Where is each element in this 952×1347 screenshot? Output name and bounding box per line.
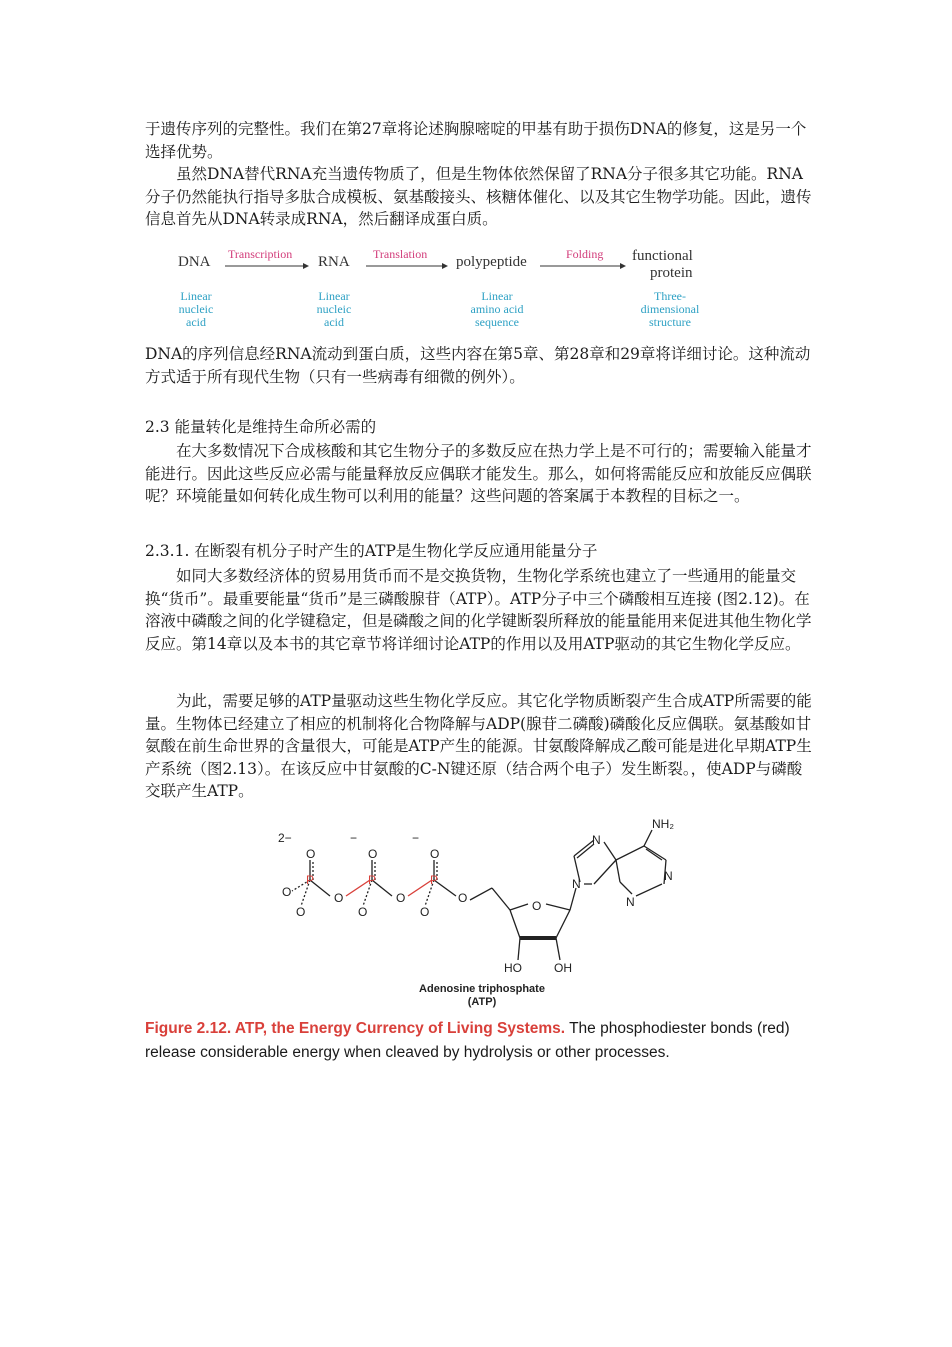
svg-text:O: O (458, 891, 468, 905)
flow-sub-protein: Three- dimensional structure (640, 289, 700, 329)
svg-text:P: P (306, 873, 315, 887)
oh-label: OH (554, 961, 572, 975)
svg-text:O: O (368, 847, 378, 861)
svg-text:P: P (368, 873, 377, 887)
svg-text:O: O (396, 891, 406, 905)
svg-text:O: O (296, 905, 306, 919)
flow-node-rna: RNA (318, 254, 350, 270)
paragraph-4: 在大多数情况下合成核酸和其它生物分子的多数反应在热力学上是不可行的；需要输入能量才能进行。因此这些反应必需与能量释放反应偶联才能发生。那么，如何将需能反应和放能反应偶联呢？环境能量如何转化成生物可以利用的能量？这些问题的答案属于本教程的目标之一。 (145, 442, 812, 505)
svg-text:O: O (420, 905, 430, 919)
paragraph-2: 虽然DNA替代RNA充当遗传物质了，但是生物体依然保留了RNA分子很多其它功能。RNA分子仍然能执行指导多肽合成模板、氨基酸接头、核糖体催化、以及其它生物学功能。因此，遗传信息首先从DNA转录成RNA，然后翻译成蛋白质。 (145, 165, 812, 228)
nh2-label: NH₂ (652, 817, 674, 831)
flow-label-translation: Translation (373, 247, 428, 261)
atp-structure-figure (270, 816, 690, 1012)
flow-sub-rna: Linear nucleic acid (316, 289, 352, 329)
svg-text:N: N (572, 877, 581, 891)
paragraph-3: DNA的序列信息经RNA流动到蛋白质，这些内容在第5章、第28章和29章将详细讨论。这种流动方式适于所有现代生物（只有一些病毒有细微的例外）。 (145, 345, 811, 386)
svg-text:P: P (430, 873, 439, 887)
central-dogma-diagram (170, 244, 730, 344)
flow-node-functional: functional (632, 248, 693, 264)
arrow-translation (366, 262, 448, 270)
svg-text:N: N (592, 833, 601, 847)
flow-node-protein: protein (650, 265, 693, 281)
arrow-folding (540, 262, 626, 270)
flow-sub-polypeptide: Linear amino acid sequence (470, 289, 524, 329)
svg-text:O: O (430, 847, 440, 861)
arrow-transcription (225, 262, 309, 270)
flow-sub-dna: Linear nucleic acid (178, 289, 214, 329)
flow-node-dna: DNA (178, 254, 211, 270)
svg-text:O: O (334, 891, 344, 905)
section-heading-2-3: 2.3 能量转化是维持生命所必需的 (145, 418, 377, 436)
section-heading-2-3-1: 2.3.1. 在断裂有机分子时产生的ATP是生物化学反应通用能量分子 (145, 542, 598, 560)
svg-text:O: O (358, 905, 368, 919)
flow-label-folding: Folding (566, 247, 604, 261)
ho-label: HO (504, 961, 522, 975)
paragraph-6: 为此，需要足够的ATP量驱动这些生物化学反应。其它化学物质断裂产生合成ATP所需要的能量。生物体已经建立了相应的机制将化合物降解与ADP(腺苷二磷酸)磷酸化反应偶联。氨基酸如甘氨酸在前生命世界的含量很大，可能是ATP产生的能源。甘氨酸降解成乙酸可能是进化早期ATP生产系统（图2.13）。在该反应中甘氨酸的C-N键还原（结合两个电子）发生断裂。，使ADP与磷酸交联产生ATP。 (145, 692, 812, 800)
figure-caption (145, 1017, 813, 1064)
flow-node-polypeptide: polypeptide (456, 254, 527, 270)
charge-2: 2− (278, 831, 292, 845)
flow-label-transcription: Transcription (228, 247, 293, 261)
paragraph-1: 于遗传序列的完整性。我们在第27章将论述胸腺嘧啶的甲基有助于损伤DNA的修复，这是另一个选择优势。 (145, 120, 807, 161)
charge-1b: − (412, 831, 420, 845)
svg-text:O: O (306, 847, 316, 861)
caption-text: The phosphodiester bonds (red) release considerable energy when cleaved by hydrolysis or other processes. (145, 1020, 790, 1061)
caption-title: Figure 2.12. ATP, the Energy Currency of Living Systems. (145, 1020, 566, 1037)
svg-text:N: N (664, 869, 673, 883)
atp-name-line2: (ATP) (467, 996, 497, 1008)
charge-1a: − (350, 831, 358, 845)
svg-text:O: O (532, 899, 542, 913)
atp-name-line1: Adenosine triphosphate (419, 983, 545, 995)
svg-text:O: O (282, 885, 292, 899)
paragraph-5: 如同大多数经济体的贸易用货币而不是交换货物，生物化学系统也建立了一些通用的能量交换“货币”。最重要能量“货币”是三磷酸腺苷（ATP）。ATP分子中三个磷酸相互连接 (图2.12)。在溶液中磷酸之间的化学键稳定，但是磷酸之间的化学键断裂所释放的能量能用来促进其他生物化学反应。第14章以及本书的其它章节将详细讨论ATP的作用以及用ATP驱动的其它生物化学反应。 (145, 567, 812, 653)
svg-text:N: N (626, 895, 635, 909)
